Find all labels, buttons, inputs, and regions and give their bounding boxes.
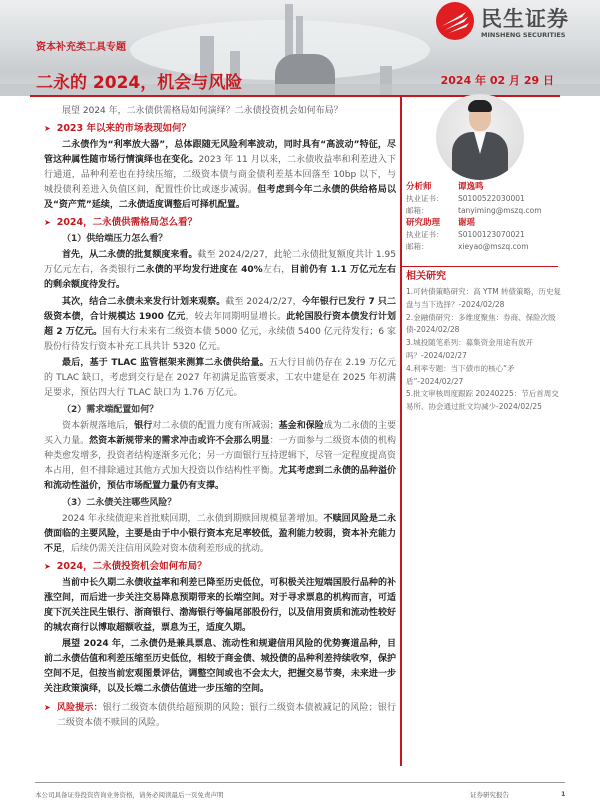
- report-date: 2024 年 02 月 29 日: [440, 74, 554, 87]
- section-heading: [44, 559, 396, 574]
- bold-text: 今年银行已发行 7 只二级资本债，合计规模达 1900 亿元: [44, 296, 397, 322]
- bold-text: 最后，基于 TLAC 监管框架来测算二永债供给量。: [62, 358, 269, 368]
- related-item[interactable]: 4.利率专题：当下债市的核心“矛盾”-2024/02/27: [406, 363, 515, 386]
- bold-text: 尤其考虑到二永债的品种溢价和流动性溢价，预估市场配置力量仍有支撑。: [44, 466, 396, 491]
- text: 五大行目前仍存在 2.19 万亿元的 TLAC 缺口，考虑到交行是在 2027 年初满足监管要求，工农中建是在 2025 年初满足要求，预估四大行 TLAC 缺口为 1.76 万亿元。: [44, 358, 396, 398]
- bold-text: 首先，从二永债的批复额度来看。: [62, 250, 198, 260]
- analyst-name: 谭逸鸣: [458, 182, 484, 192]
- bold-text: 目前仍有 1.1 万亿元左右的剩余额度待发行。: [44, 265, 396, 290]
- bold-text: 此轮国股行资本债发行计划超 2 万亿元。: [44, 311, 396, 337]
- bold-text: （2）需求端配置如何？: [62, 404, 159, 415]
- subsection-heading: [44, 403, 396, 418]
- text: 国有大行未来有二级资本债 5000 亿元，永续债 5400 亿元待发行；6 家股份行待发行资本补充工具共计 5320 亿元。: [44, 326, 397, 352]
- report-series: 资本补充类工具专题: [36, 42, 126, 53]
- text: 2023 年 11 月以来，二永债收益率和利差进入下行通道，品种利差也在持续压缩，二级资本债与商金债利差基本回落至 10bp 以下，与城投债利差进入负值区间，配置性价比或逐步减弱。: [44, 155, 396, 195]
- text: 左右，: [262, 265, 291, 275]
- text: ：一方面参与二级资本债的机构种类愈发增多，投资者结构逐渐多元化；另一方面银行互持逻辑下，尽管一定程度提高资本占用，但不排除通过其他方式加大投资以作结构性平衡。: [44, 436, 396, 476]
- bold-text: 2024，二永债供需格局怎么看？: [56, 216, 198, 228]
- text: 截至 2024/2/27，此轮二永债批复额度共计 1.95 万亿元左右，各类银行: [44, 250, 396, 275]
- bold-text: 当前中长久期二永债收益率和利差已降至历史低位，可积极关注短端国股行品种的补涨空间，而后进一步关注交易降息预期带来的长端空间。对于寻求票息的机构而言，可适度下沉关注民生银行、浙商银行、渤海银行等偏尾部股份行，以及信用资质和流动性较好的城农商行以博取超额收益，票息为王，适度久期。: [44, 577, 396, 633]
- risk-warning: [44, 700, 396, 731]
- related-research-title: 相关研究: [406, 271, 446, 282]
- arrow-bullet-icon: ➤: [44, 703, 51, 712]
- text: 2024 年永续债迎来首批赎回期，二永债到期赎回规模显著增加。: [62, 514, 324, 524]
- analyst-info: [406, 181, 542, 253]
- report-title: 二永的 2024，机会与风险: [36, 73, 243, 93]
- analyst-cert: S0100522030001: [458, 194, 525, 203]
- text: 资本新规落地后，: [62, 421, 135, 431]
- text: 对二永债的配置力度有所减弱；: [152, 421, 279, 431]
- intro-question: [44, 104, 396, 119]
- column-divider: [400, 96, 402, 766]
- bold-text: （3）二永债关注哪些风险？: [62, 497, 177, 508]
- email-label: 邮箱：: [406, 242, 429, 251]
- assistant-role: 研究助理: [406, 218, 441, 228]
- bold-text: 其次，结合二永债未来发行计划来观察。: [62, 296, 226, 307]
- paragraph: [44, 512, 396, 557]
- assistant-email[interactable]: xieyao@mszq.com: [458, 242, 529, 251]
- arrow-bullet-icon: ➤: [44, 217, 51, 227]
- analyst-photo: [436, 94, 524, 180]
- report-summary: [44, 104, 396, 731]
- email-label: 邮箱：: [406, 206, 429, 215]
- footer-report-type: 证券研究报告: [470, 791, 509, 799]
- paragraph: [44, 138, 396, 213]
- bold-text: 不赎回风险是二永债面临的主要风险，主要是由于中小银行资本充足率较低，盈利能力较弱，资本补充能力不足: [44, 514, 396, 554]
- minsheng-logo-icon: [436, 2, 474, 40]
- bold-text: 二永债的平均发行进度在 40%: [136, 265, 263, 275]
- bold-text: 2023 年以来的市场表现如何？: [56, 123, 191, 134]
- arrow-bullet-icon: ➤: [44, 124, 51, 133]
- related-research: [406, 270, 562, 414]
- report-header: [0, 0, 600, 96]
- text: ，后续仍需关注信用风险对资本债利差形成的扰动。: [62, 544, 270, 554]
- text: 成为二永债的主要买入力量。: [44, 421, 396, 446]
- paragraph: [44, 637, 396, 697]
- bold-text: 然资本新规带来的需求冲击或许不会那么明显: [89, 436, 270, 446]
- risk-text: 银行二级资本债供给超预期的风险；银行二级资本债被减记的风险；银行二级资本债不赎回的风险。: [57, 703, 396, 728]
- related-divider: [400, 266, 558, 267]
- assistant-cert: S0100123070021: [458, 230, 525, 239]
- subsection-heading: [44, 496, 396, 511]
- section-heading: [44, 121, 396, 136]
- related-item[interactable]: 2.金融债研究：多维度聚焦：券商、保险次级债-2024/02/28: [406, 312, 556, 335]
- arrow-bullet-icon: ➤: [44, 561, 51, 571]
- subsection-heading: [44, 232, 396, 247]
- footer-disclaimer: 本公司具备证券投资咨询业务资格，请务必阅读最后一页免责声明: [35, 791, 224, 799]
- text: ，较去年同期明显增长。: [185, 311, 287, 322]
- paragraph: [44, 248, 396, 293]
- paragraph: [44, 295, 396, 355]
- analyst-role: 分析师: [406, 182, 432, 192]
- related-item[interactable]: 1.可转债策略研究：高 YTM 转债策略，历史复盘与当下选择？-2024/02/28: [406, 287, 562, 309]
- assistant-name: 谢瑶: [458, 218, 476, 228]
- bold-text: 2024，二永债投资机会如何布局？: [56, 560, 207, 572]
- bold-text: 基金和保险: [278, 421, 324, 431]
- page-number: 1: [561, 790, 566, 798]
- section-heading: [44, 215, 396, 230]
- paragraph: [44, 356, 396, 401]
- paragraph: [44, 419, 396, 494]
- text: 展望 2024 年，二永债供需格局如何演绎？二永债投资机会如何布局？: [62, 106, 343, 116]
- risk-label: 风险提示：: [56, 703, 103, 713]
- logo-english-text: MINSHENG SECURITIES: [481, 31, 566, 39]
- bold-text: 银行: [134, 421, 153, 431]
- bold-text: 展望 2024 年，二永债仍是兼具票息、流动性和规避信用风险的优势赛道品种，目前二永债估值和利差压缩至历史低位，相较于商金债、城投债的品种利差持续收窄，保护空间不足，但按当前宏观图景评估，调整空间或也不会太大，把握交易节奏，未来进一步关注政策演绎，以及长端二永债估值进一步压缩的空间。: [44, 639, 396, 694]
- cert-label: 执业证书：: [406, 194, 444, 203]
- bold-text: 但考虑到今年二永债的供给格局以及“资产荒”延续，二永债适度调整后可择机配置。: [44, 185, 396, 210]
- bold-text: （1）供给端压力怎么看？: [62, 233, 168, 244]
- text: 截至 2024/2/27，: [225, 296, 302, 307]
- analyst-email[interactable]: tanyiming@mszq.com: [458, 206, 542, 215]
- cert-label: 执业证书：: [406, 230, 444, 239]
- related-item[interactable]: 5.批文审核周度跟踪 20240225：节后首周交易所、协会通过批文均减少-2024/02/25: [406, 389, 559, 412]
- logo-text: 民生证券: [481, 7, 569, 31]
- paragraph: [44, 576, 396, 636]
- footer-divider: [35, 782, 565, 783]
- bold-text: 二永债作为“利率放大器”，总体跟随无风险利率波动，同时具有“高波动”特征，尽管这种属性随市场行情演绎也在变化。: [44, 140, 396, 165]
- related-item[interactable]: 3.城投随笔系列：募集资金用途有放开吗？-2024/02/27: [406, 338, 534, 360]
